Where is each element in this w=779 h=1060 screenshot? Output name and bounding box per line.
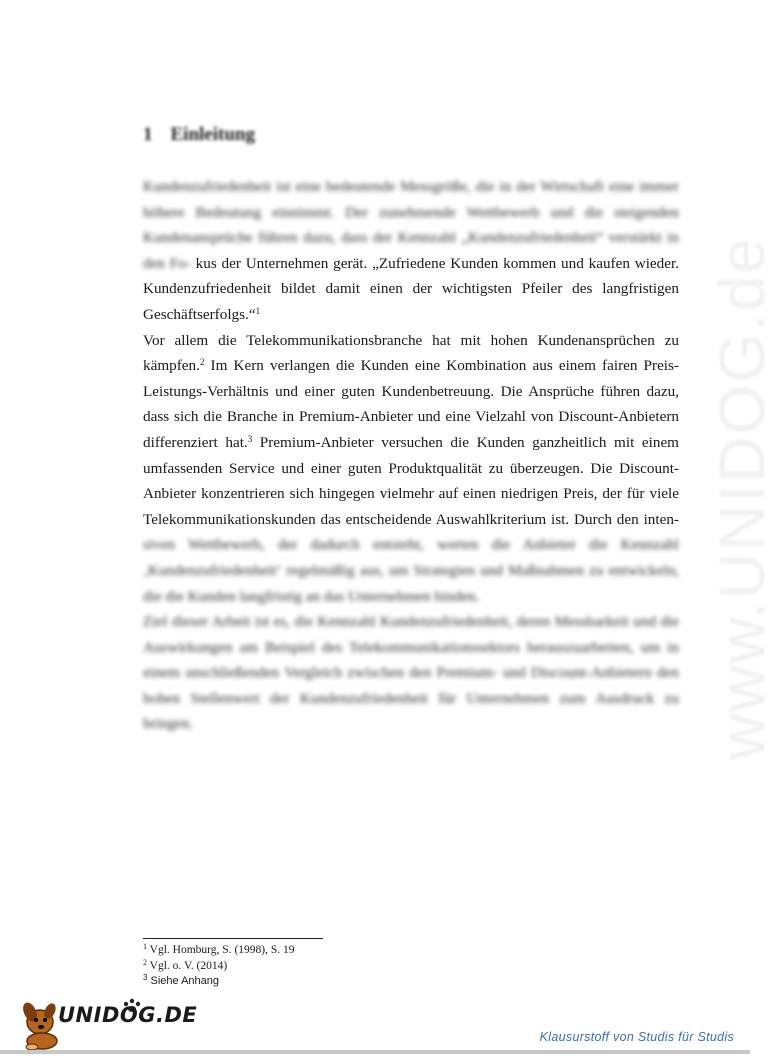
footnote-divider (143, 938, 323, 939)
watermark: www.UNIDOG.de (706, 236, 778, 760)
visible-text: Im Kern verlangen die Kunden eine Kombination aus einem fairen Preis-Leistungs-Verhältnis und einer guten Kundenbetreuung. Die Ansprüche führen dazu, dass sich die Branche in Premium-Anbieter und eine Vielzahl von Discount-Anbietern differenziert hat. (143, 357, 679, 451)
paragraph-3: Ziel dieser Arbeit ist es, die Kennzahl Kundenzufriedenheit, deren Messbarkeit und die Auswirkungen am Beispiel des Telekommunikationssektors herauszuarbeiten, um in einem anschließenden Vergleich zwischen den Premium- und Discount-Anbietern den hohen Stellenwert der Kundenzufriedenheit für Unternehmen zum Ausdruck zu bringen. (143, 613, 679, 733)
logo-text: UNIDOG.DE (58, 1003, 198, 1027)
blurred-text: siven Wettbewerb, der dadurch entsteht, werten die Anbieter die Kennzahl ‚Kundenzufriedenheit‘ regelmäßig aus, um Strategien und Maßnahmen zu entwickeln, die die Kunden langfristig an das Unternehmen binden. (143, 536, 679, 605)
footnote-text: Vgl. o. V. (2014) (149, 959, 228, 972)
section-title: Einleitung (170, 124, 255, 145)
visible-text: Premium-Anbieter versuchen die Kunden ganzheitlich mit einem umfassenden Service und einer guten Produktqualität zu überzeugen. Die Discount-Anbieter konzentrieren sich hingegen vielmehr auf einen niedrigen Preis, der für viele Telekommunikationskunden das entscheidende Auswahlkriterium ist. Durch den inten- (143, 433, 679, 528)
footnote-number: 2 (143, 957, 147, 967)
footnote-text: Vgl. Homburg, S. (1998), S. 19 (149, 944, 295, 956)
section-heading (143, 124, 255, 146)
paragraph-2 (143, 328, 679, 610)
footnote-ref: 1 (255, 305, 261, 316)
footnote-item (143, 959, 295, 975)
footnote-number: 1 (143, 942, 147, 951)
footnote-ref: 2 (199, 357, 205, 368)
visible-text: Vor allem die Telekommunikationsbranche hat mit hohen Kundenansprüchen zu kämpfen. (143, 331, 679, 375)
blurred-text: Kundenzufriedenheit ist eine bedeutende Messgröße, die in der Wirtschaft eine immer höhere Bedeutung einnimmt. Der zunehmende Wettbewerb und die steigenden Kundenansprüche führen dazu, dass der Kennzahl „Kundenzufriedenheit“ verstärkt in den Fo- (143, 178, 679, 272)
footer-tagline: Klausurstoff von Studis für Studis (539, 1030, 734, 1044)
footnote-text: Siehe Anhang (150, 975, 220, 987)
footnote-ref: 3 (247, 433, 253, 444)
visible-text: kus der Unternehmen gerät. „Zufriedene Kunden kommen und kaufen wieder. Kundenzufriedenheit bildet damit einen der wichtigsten Pfeiler des langfristigen Geschäftserfolgs.“ (143, 254, 679, 323)
body-text (143, 174, 679, 737)
footer-bar (0, 1050, 750, 1054)
footnote-item (143, 974, 295, 990)
footnote-number: 3 (143, 973, 148, 982)
footnote-item (143, 943, 295, 959)
section-number: 1 (143, 124, 153, 145)
paragraph-1 (143, 174, 679, 328)
footnotes (143, 943, 295, 990)
